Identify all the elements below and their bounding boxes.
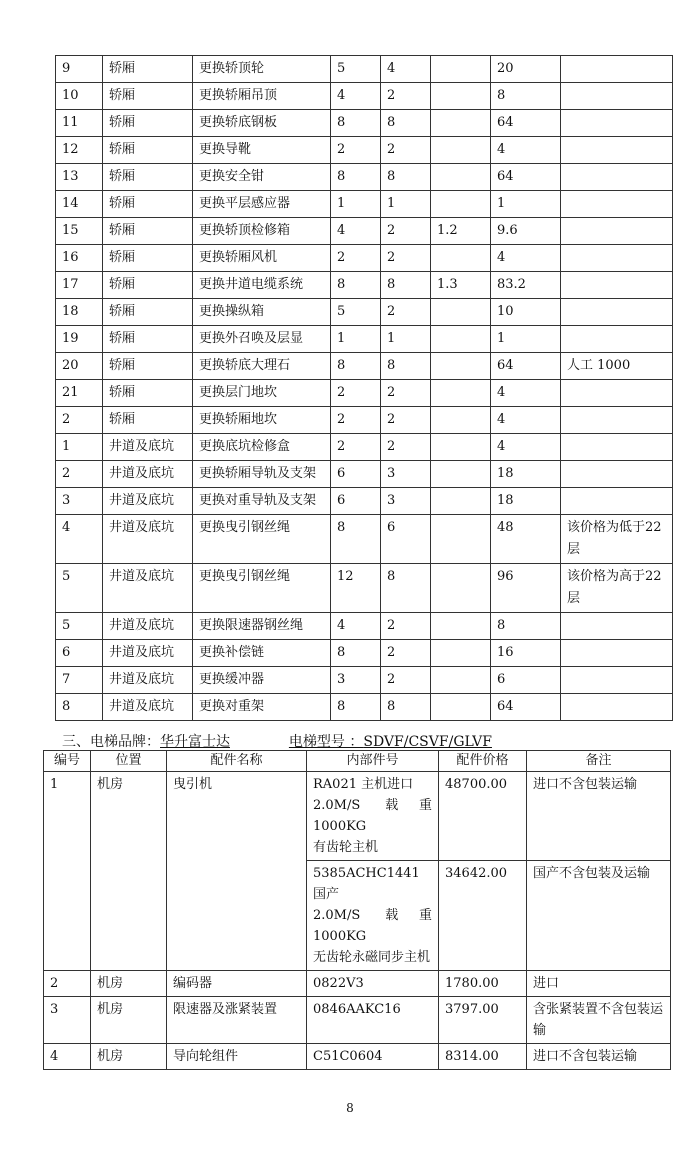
cell-qty-b: 2 — [381, 434, 431, 461]
cell-total: 83.2 — [491, 272, 561, 299]
model-value: SDVF/CSVF/GLVF — [363, 734, 492, 750]
table-row — [56, 164, 673, 191]
cell-no: 11 — [56, 110, 103, 137]
cell-note — [561, 245, 673, 272]
cell-total: 4 — [491, 245, 561, 272]
cell-qty-b: 2 — [381, 407, 431, 434]
cell-category: 轿厢 — [103, 83, 193, 110]
cell-item: 更换对重导轨及支架 — [193, 488, 331, 515]
cell-qty-b: 2 — [381, 245, 431, 272]
table-row — [56, 272, 673, 299]
cell-total: 4 — [491, 137, 561, 164]
cell-category: 轿厢 — [103, 272, 193, 299]
cell-qty-b: 4 — [381, 56, 431, 83]
cell-total: 64 — [491, 353, 561, 380]
table-row — [56, 110, 673, 137]
cell-qty-a: 8 — [331, 110, 381, 137]
cell-category: 轿厢 — [103, 191, 193, 218]
cell-no: 13 — [56, 164, 103, 191]
cell-no: 8 — [56, 694, 103, 721]
cell-factor — [431, 137, 491, 164]
part-number-line: 2.0M/S 载重 — [313, 798, 432, 813]
cell-note: 含张紧装置不含包装运输 — [527, 997, 671, 1044]
cell-category: 轿厢 — [103, 164, 193, 191]
table-row — [56, 299, 673, 326]
cell-qty-b: 8 — [381, 694, 431, 721]
cell-category: 井道及底坑 — [103, 515, 193, 564]
cell-category: 轿厢 — [103, 380, 193, 407]
cell-qty-a: 8 — [331, 694, 381, 721]
table-row — [56, 515, 673, 564]
cell-total: 20 — [491, 56, 561, 83]
cell-no: 1 — [44, 772, 91, 971]
table-row — [56, 137, 673, 164]
cell-category: 轿厢 — [103, 353, 193, 380]
cell-factor — [431, 564, 491, 613]
cell-note — [561, 488, 673, 515]
header-price: 配件价格 — [439, 751, 527, 772]
cell-total: 1 — [491, 191, 561, 218]
cell-item: 更换层门地坎 — [193, 380, 331, 407]
cell-factor — [431, 640, 491, 667]
cell-price: 8314.00 — [439, 1044, 527, 1070]
cell-note — [561, 110, 673, 137]
cell-total: 64 — [491, 110, 561, 137]
cell-note — [561, 326, 673, 353]
cell-total: 9.6 — [491, 218, 561, 245]
cell-qty-b: 2 — [381, 667, 431, 694]
cell-factor — [431, 83, 491, 110]
header-location: 位置 — [91, 751, 167, 772]
cell-total: 8 — [491, 613, 561, 640]
cell-qty-b: 1 — [381, 191, 431, 218]
table-row — [56, 326, 673, 353]
cell-factor — [431, 488, 491, 515]
cell-item: 更换轿厢吊顶 — [193, 83, 331, 110]
cell-note — [561, 613, 673, 640]
cell-location: 机房 — [91, 772, 167, 971]
cell-category: 轿厢 — [103, 245, 193, 272]
cell-price: 3797.00 — [439, 997, 527, 1044]
cell-total: 4 — [491, 407, 561, 434]
cell-part-name: 导向轮组件 — [167, 1044, 307, 1070]
cell-category: 井道及底坑 — [103, 667, 193, 694]
cell-factor — [431, 245, 491, 272]
cell-item: 更换轿厢风机 — [193, 245, 331, 272]
cell-no: 2 — [56, 461, 103, 488]
table-row — [56, 380, 673, 407]
cell-note — [561, 694, 673, 721]
cell-price: 1780.00 — [439, 971, 527, 997]
cell-no: 15 — [56, 218, 103, 245]
cell-total: 18 — [491, 461, 561, 488]
cell-item: 更换安全钳 — [193, 164, 331, 191]
cell-note — [561, 137, 673, 164]
cell-item: 更换轿厢导轨及支架 — [193, 461, 331, 488]
parts-price-table-2 — [43, 750, 671, 1070]
cell-item: 更换补偿链 — [193, 640, 331, 667]
brand-value: 华升富士达 — [160, 734, 230, 750]
cell-total: 8 — [491, 83, 561, 110]
cell-note — [561, 461, 673, 488]
cell-note — [561, 218, 673, 245]
cell-category: 轿厢 — [103, 407, 193, 434]
cell-item: 更换井道电缆系统 — [193, 272, 331, 299]
cell-total: 4 — [491, 434, 561, 461]
cell-qty-a: 5 — [331, 299, 381, 326]
table-row — [56, 56, 673, 83]
cell-factor — [431, 694, 491, 721]
cell-qty-a: 12 — [331, 564, 381, 613]
cell-no: 17 — [56, 272, 103, 299]
cell-total: 18 — [491, 488, 561, 515]
section-3-title — [62, 731, 492, 751]
cell-factor — [431, 353, 491, 380]
cell-qty-b: 6 — [381, 515, 431, 564]
part-number-line: 1000KG — [313, 819, 367, 834]
cell-factor — [431, 191, 491, 218]
cell-item: 更换平层感应器 — [193, 191, 331, 218]
cell-category: 轿厢 — [103, 299, 193, 326]
cell-factor — [431, 407, 491, 434]
cell-qty-a: 8 — [331, 640, 381, 667]
cell-qty-a: 2 — [331, 245, 381, 272]
cell-note — [561, 299, 673, 326]
cell-note: 人工 1000 — [561, 353, 673, 380]
cell-no: 18 — [56, 299, 103, 326]
cell-qty-a: 4 — [331, 613, 381, 640]
cell-note: 国产不含包装及运输 — [527, 861, 671, 971]
cell-item: 更换轿底钢板 — [193, 110, 331, 137]
table-row — [56, 191, 673, 218]
cell-no: 21 — [56, 380, 103, 407]
cell-total: 16 — [491, 640, 561, 667]
cell-factor — [431, 434, 491, 461]
table-row — [56, 407, 673, 434]
cell-no: 14 — [56, 191, 103, 218]
cell-item: 更换轿底大理石 — [193, 353, 331, 380]
part-number-line: 有齿轮主机 — [313, 840, 379, 855]
table-row — [56, 564, 673, 613]
cell-qty-a: 8 — [331, 272, 381, 299]
cell-factor: 1.2 — [431, 218, 491, 245]
table-row — [56, 434, 673, 461]
cell-factor — [431, 56, 491, 83]
cell-qty-a: 2 — [331, 434, 381, 461]
cell-part-number: 0822V3 — [307, 971, 439, 997]
cell-factor — [431, 326, 491, 353]
cell-item: 更换轿顶检修箱 — [193, 218, 331, 245]
cell-note — [561, 272, 673, 299]
part-number-line: 无齿轮永磁同步主机 — [313, 950, 431, 965]
cell-factor — [431, 667, 491, 694]
cell-qty-a: 2 — [331, 407, 381, 434]
header-part-number: 内部件号 — [307, 751, 439, 772]
cell-category: 井道及底坑 — [103, 613, 193, 640]
header-part-name: 配件名称 — [167, 751, 307, 772]
cell-note — [561, 640, 673, 667]
header-no: 编号 — [44, 751, 91, 772]
cell-item: 更换轿厢地坎 — [193, 407, 331, 434]
cell-qty-a: 1 — [331, 326, 381, 353]
table-row — [56, 640, 673, 667]
cell-no: 3 — [56, 488, 103, 515]
cell-qty-b: 2 — [381, 218, 431, 245]
table-row — [44, 997, 671, 1044]
cell-factor — [431, 110, 491, 137]
table-row — [44, 772, 671, 861]
cell-part-name: 编码器 — [167, 971, 307, 997]
cell-category: 轿厢 — [103, 110, 193, 137]
page-number: 8 — [346, 1101, 354, 1115]
cell-part-number: 0846AAKC16 — [307, 997, 439, 1044]
cell-no: 2 — [56, 407, 103, 434]
cell-no: 9 — [56, 56, 103, 83]
model-label: 电梯型号 ： — [288, 734, 364, 750]
cell-note — [561, 191, 673, 218]
cell-no: 4 — [44, 1044, 91, 1070]
cell-qty-a: 2 — [331, 137, 381, 164]
cell-total: 4 — [491, 380, 561, 407]
table-row — [44, 1044, 671, 1070]
cell-note — [561, 164, 673, 191]
parts-price-table-1 — [55, 55, 673, 721]
table-row — [56, 353, 673, 380]
cell-qty-b: 3 — [381, 461, 431, 488]
table-row — [56, 694, 673, 721]
cell-note: 该价格为低于22层 — [561, 515, 673, 564]
cell-total: 96 — [491, 564, 561, 613]
cell-part-number — [307, 772, 439, 861]
cell-total: 1 — [491, 326, 561, 353]
cell-note: 进口不含包装运输 — [527, 1044, 671, 1070]
cell-location: 机房 — [91, 1044, 167, 1070]
table-row — [56, 613, 673, 640]
cell-qty-a: 8 — [331, 164, 381, 191]
cell-category: 井道及底坑 — [103, 434, 193, 461]
cell-category: 井道及底坑 — [103, 694, 193, 721]
cell-factor — [431, 515, 491, 564]
cell-note: 进口 — [527, 971, 671, 997]
cell-note — [561, 380, 673, 407]
cell-item: 更换轿顶轮 — [193, 56, 331, 83]
table-row — [56, 83, 673, 110]
cell-category: 轿厢 — [103, 56, 193, 83]
cell-no: 19 — [56, 326, 103, 353]
cell-item: 更换缓冲器 — [193, 667, 331, 694]
cell-factor — [431, 461, 491, 488]
table-row — [56, 461, 673, 488]
cell-no: 12 — [56, 137, 103, 164]
cell-total: 6 — [491, 667, 561, 694]
brand-label: 三、电梯品牌： — [62, 734, 160, 750]
table-row — [56, 488, 673, 515]
table-row — [56, 245, 673, 272]
cell-qty-b: 8 — [381, 353, 431, 380]
cell-no: 10 — [56, 83, 103, 110]
cell-no: 4 — [56, 515, 103, 564]
cell-qty-a: 8 — [331, 353, 381, 380]
cell-item: 更换曳引钢丝绳 — [193, 564, 331, 613]
cell-part-name: 限速器及涨紧装置 — [167, 997, 307, 1044]
cell-qty-a: 4 — [331, 218, 381, 245]
cell-note — [561, 56, 673, 83]
cell-category: 井道及底坑 — [103, 640, 193, 667]
cell-category: 井道及底坑 — [103, 564, 193, 613]
cell-qty-b: 2 — [381, 137, 431, 164]
table-row — [56, 218, 673, 245]
cell-qty-a: 1 — [331, 191, 381, 218]
cell-location: 机房 — [91, 997, 167, 1044]
cell-total: 64 — [491, 694, 561, 721]
cell-qty-b: 2 — [381, 380, 431, 407]
cell-qty-b: 2 — [381, 299, 431, 326]
cell-no: 7 — [56, 667, 103, 694]
cell-qty-b: 8 — [381, 110, 431, 137]
cell-no: 1 — [56, 434, 103, 461]
cell-item: 更换底坑检修盒 — [193, 434, 331, 461]
cell-price: 34642.00 — [439, 861, 527, 971]
cell-qty-b: 1 — [381, 326, 431, 353]
cell-no: 2 — [44, 971, 91, 997]
cell-no: 6 — [56, 640, 103, 667]
cell-factor — [431, 164, 491, 191]
cell-note — [561, 667, 673, 694]
cell-part-number: C51C0604 — [307, 1044, 439, 1070]
cell-category: 轿厢 — [103, 218, 193, 245]
cell-price: 48700.00 — [439, 772, 527, 861]
cell-qty-b: 3 — [381, 488, 431, 515]
cell-factor — [431, 613, 491, 640]
cell-total: 48 — [491, 515, 561, 564]
cell-category: 轿厢 — [103, 137, 193, 164]
cell-factor — [431, 380, 491, 407]
cell-factor — [431, 299, 491, 326]
cell-note: 该价格为高于22层 — [561, 564, 673, 613]
cell-qty-a: 5 — [331, 56, 381, 83]
cell-item: 更换操纵箱 — [193, 299, 331, 326]
cell-part-name: 曳引机 — [167, 772, 307, 971]
cell-no: 20 — [56, 353, 103, 380]
cell-note — [561, 434, 673, 461]
cell-category: 井道及底坑 — [103, 461, 193, 488]
cell-item: 更换限速器钢丝绳 — [193, 613, 331, 640]
cell-total: 64 — [491, 164, 561, 191]
part-number-line: 2.0M/S 载重 — [313, 908, 432, 923]
cell-item: 更换导靴 — [193, 137, 331, 164]
cell-qty-a: 3 — [331, 667, 381, 694]
cell-qty-b: 2 — [381, 613, 431, 640]
cell-total: 10 — [491, 299, 561, 326]
cell-category: 井道及底坑 — [103, 488, 193, 515]
table2-header-row — [44, 751, 671, 772]
cell-qty-a: 2 — [331, 380, 381, 407]
cell-no: 5 — [56, 564, 103, 613]
header-note: 备注 — [527, 751, 671, 772]
cell-qty-a: 4 — [331, 83, 381, 110]
part-number-line: RA021 主机进口 — [313, 777, 414, 792]
cell-qty-a: 6 — [331, 488, 381, 515]
cell-note — [561, 407, 673, 434]
cell-part-number — [307, 861, 439, 971]
cell-note — [561, 83, 673, 110]
cell-qty-b: 8 — [381, 272, 431, 299]
cell-location: 机房 — [91, 971, 167, 997]
cell-qty-b: 2 — [381, 83, 431, 110]
cell-item: 更换外召唤及层显 — [193, 326, 331, 353]
cell-no: 3 — [44, 997, 91, 1044]
part-number-line: 5385ACHC1441 国产 — [313, 866, 420, 902]
table-row — [56, 667, 673, 694]
cell-factor: 1.3 — [431, 272, 491, 299]
cell-qty-b: 8 — [381, 164, 431, 191]
cell-no: 5 — [56, 613, 103, 640]
cell-item: 更换对重架 — [193, 694, 331, 721]
table-row — [44, 971, 671, 997]
cell-qty-a: 6 — [331, 461, 381, 488]
cell-category: 轿厢 — [103, 326, 193, 353]
cell-qty-b: 8 — [381, 564, 431, 613]
cell-note: 进口不含包装运输 — [527, 772, 671, 861]
cell-qty-b: 2 — [381, 640, 431, 667]
cell-qty-a: 8 — [331, 515, 381, 564]
part-number-line: 1000KG — [313, 929, 367, 944]
cell-no: 16 — [56, 245, 103, 272]
cell-item: 更换曳引钢丝绳 — [193, 515, 331, 564]
